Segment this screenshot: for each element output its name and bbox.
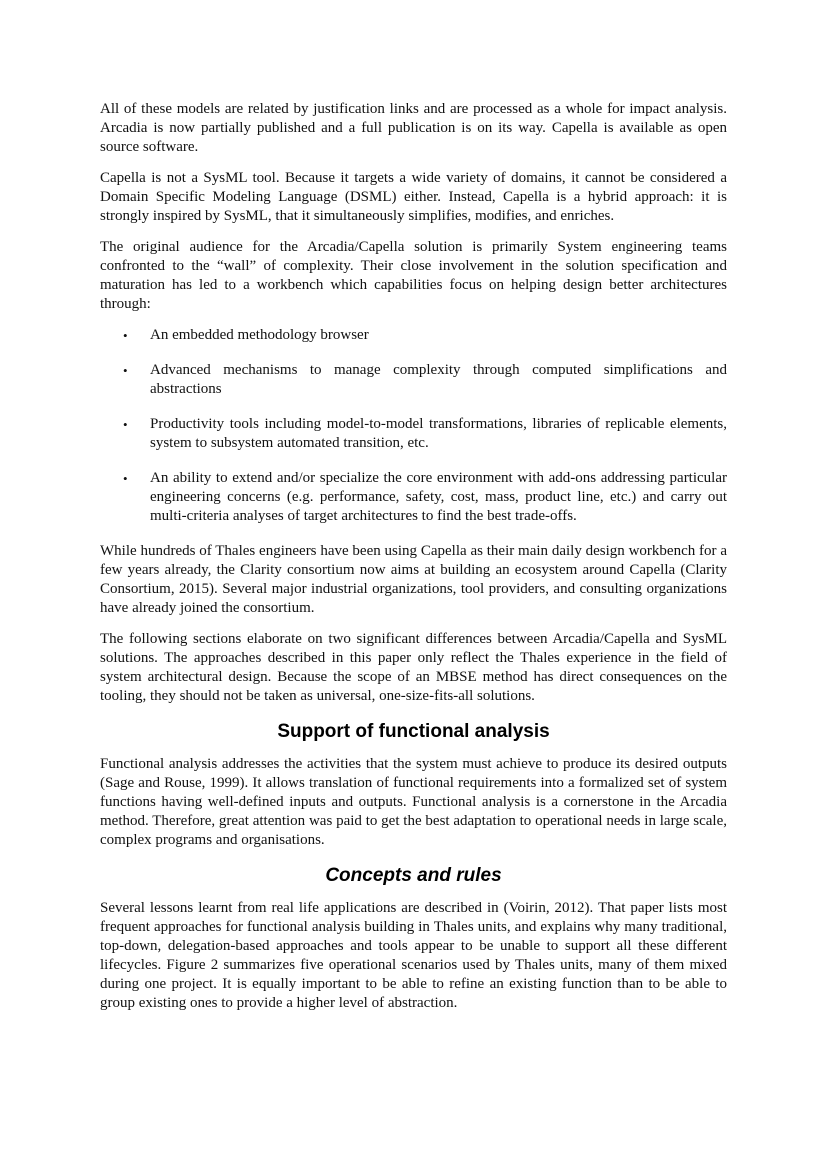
bullet-icon: • (123, 328, 128, 343)
list-item (100, 469, 727, 526)
subsection-heading: Concepts and rules (325, 865, 502, 886)
capabilities-list (100, 326, 727, 526)
list-item-text: An embedded methodology browser (150, 327, 369, 343)
list-item-text: Productivity tools including model-to-model transformations, libraries of replicable elements, system to subsystem automated transition, etc. (150, 416, 727, 451)
paragraph-functional-analysis: Functional analysis addresses the activities that the system must achieve to produce its desired outputs (Sage and Rouse, 1999). It allows translation of functional requirements into a formalized set of system functions having well-defined inputs and outputs. Functional analysis is a cornerstone in the Arcadia method. Therefore, great attention was paid to get the best adaptation to operational needs in large scale, complex programs and organisations. (100, 756, 727, 848)
bullet-icon: • (123, 417, 128, 432)
paragraph-following-sections: The following sections elaborate on two significant differences between Arcadia/Capella and SysML solutions. The approaches described in this paper only reflect the Thales experience in the field of system architectural design. Because the scope of an MBSE method has direct consequences on the tooling, they should not be taken as universal, one-size-fits-all solutions. (100, 631, 727, 704)
paragraph-clarity-consortium: While hundreds of Thales engineers have been using Capella as their main daily design workbench for a few years already, the Clarity consortium now aims at building an ecosystem around Capella (Clarity Consortium, 2015). Several major industrial organizations, tool providers, and consulting organizations have already joined the consortium. (100, 543, 727, 616)
list-item (100, 326, 727, 345)
paragraph-concepts-rules: Several lessons learnt from real life applications are described in (Voirin, 2012). That paper lists most frequent approaches for functional analysis building in Thales units, and explains why many traditional, top-down, delegation-based approaches and tools appear to be unable to support all these different lifecycles. Figure 2 summarizes five operational scenarios used by Thales units, many of them mixed during one project. It is equally important to be able to refine an existing function than to be able to group existing ones to provide a higher level of abstraction. (100, 900, 727, 1011)
list-item-text: Advanced mechanisms to manage complexity through computed simplifications and abstractions (150, 362, 727, 397)
list-item-text: An ability to extend and/or specialize the core environment with add-ons addressing particular engineering concerns (e.g. performance, safety, cost, mass, product line, etc.) and carry out multi-criteria analyses of target architectures to find the best trade-offs. (150, 470, 727, 524)
section-heading: Support of functional analysis (277, 721, 550, 742)
paragraph-models-justification: All of these models are related by justification links and are processed as a whole for impact analysis. Arcadia is now partially published and a full publication is on its way. Capella is available as open source software. (100, 101, 727, 155)
paragraph-original-audience: The original audience for the Arcadia/Capella solution is primarily System engineering teams confronted to the “wall” of complexity. Their close involvement in the solution specification and maturation has led to a workbench which capabilities focus on helping design better architectures through: (100, 239, 727, 312)
bullet-icon: • (123, 363, 128, 378)
bullet-icon: • (123, 471, 128, 486)
list-item (100, 361, 727, 399)
paragraph-capella-not-sysml: Capella is not a SysML tool. Because it targets a wide variety of domains, it cannot be considered a Domain Specific Modeling Language (DSML) either. Instead, Capella is a hybrid approach: it is strongly inspired by SysML, that it simultaneously simplifies, modifies, and enriches. (100, 170, 727, 224)
paper-page (100, 100, 727, 1025)
list-item (100, 415, 727, 453)
